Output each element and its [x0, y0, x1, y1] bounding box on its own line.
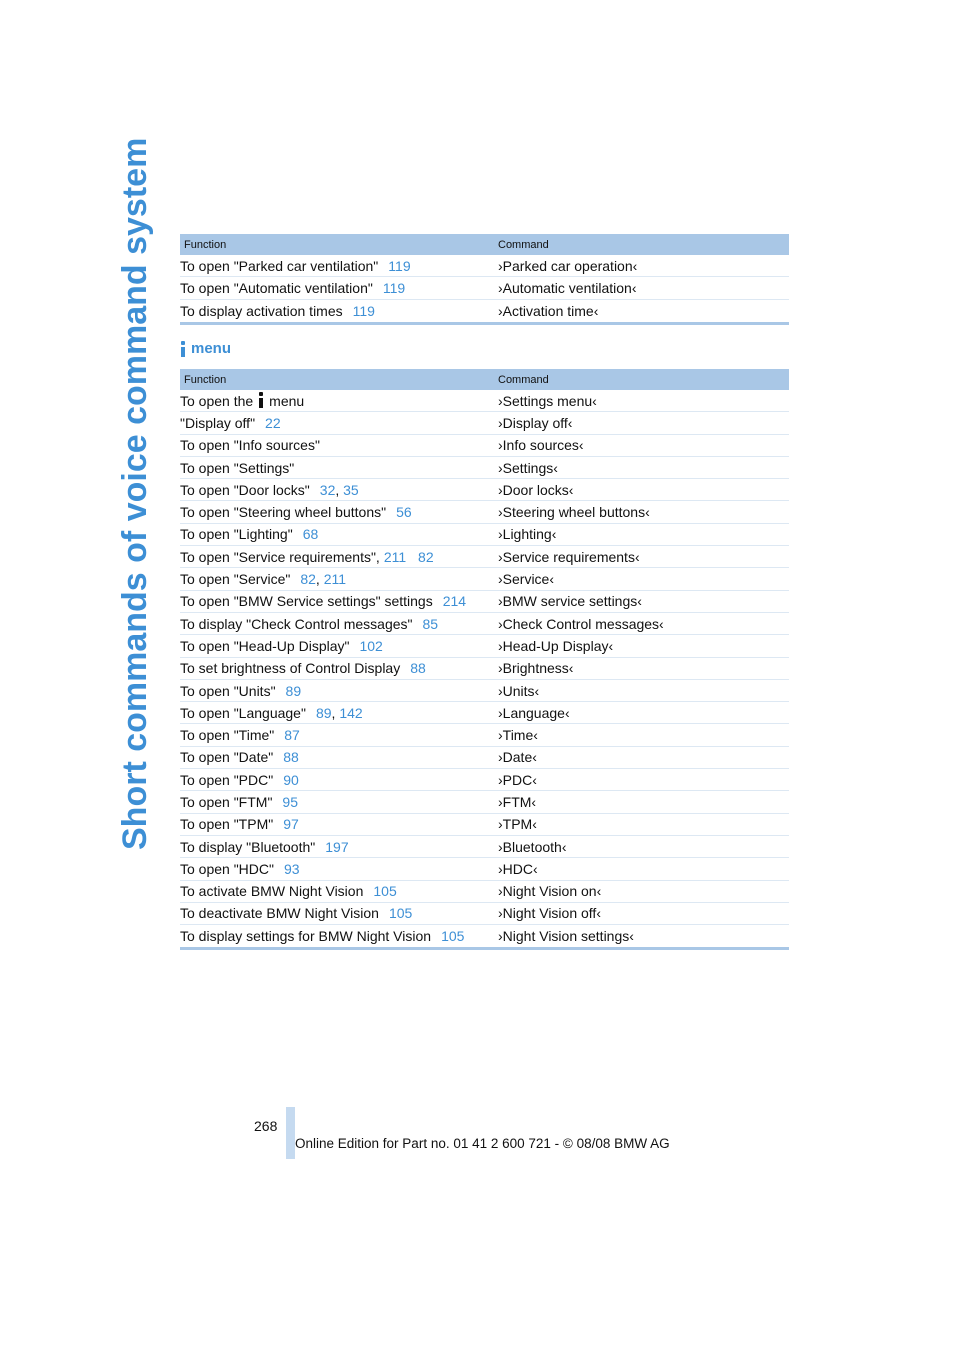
table-row: To open "Language" 89, 142 ›Language‹ — [180, 702, 789, 724]
table-header — [180, 234, 789, 255]
page-ref-link[interactable]: 95 — [282, 793, 298, 810]
command-text: ›Night Vision settings‹ — [498, 928, 634, 945]
table-row: To open "Time" 87 ›Time‹ — [180, 724, 789, 746]
footer-accent-bar — [286, 1107, 295, 1159]
command-text: ›Automatic ventilation‹ — [498, 279, 637, 296]
table-row: To open "Parked car ventilation" 119 ›Parked car operation‹ — [180, 255, 789, 277]
table-header — [180, 369, 789, 390]
page-ref-link[interactable]: 82 — [418, 548, 434, 565]
page-ref-link[interactable]: 119 — [388, 257, 411, 274]
page-ref-link[interactable]: 105 — [441, 928, 465, 945]
command-text: ›Time‹ — [498, 727, 538, 744]
table-row: To display "Check Control messages" 85 ›Check Control messages‹ — [180, 613, 789, 635]
table-row: To open "TPM" 97 ›TPM‹ — [180, 814, 789, 836]
command-text: ›Lighting‹ — [498, 526, 557, 543]
section-heading-menu: menu — [180, 340, 231, 357]
table-row: "Display off" 22 ›Display off‹ — [180, 412, 789, 434]
table-row: To display "Bluetooth" 197 ›Bluetooth‹ — [180, 836, 789, 858]
command-text: ›Language‹ — [498, 704, 570, 721]
table-row: To open "Info sources" ›Info sources‹ — [180, 435, 789, 457]
page-ref-link[interactable]: 82 — [300, 571, 316, 588]
command-text: ›Night Vision on‹ — [498, 883, 602, 900]
table-row: To open "Lighting" 68 ›Lighting‹ — [180, 524, 789, 546]
table-row: To open "Service requirements", 211 82 ›Service requirements‹ — [180, 546, 789, 568]
header-command: Command — [498, 373, 549, 386]
command-text: ›Steering wheel buttons‹ — [498, 504, 650, 521]
table-row: To open "HDC" 93 ›HDC‹ — [180, 858, 789, 880]
table-row: To open "Settings" ›Settings‹ — [180, 457, 789, 479]
table-row: To open "Units" 89 ›Units‹ — [180, 680, 789, 702]
table-row: To open "Steering wheel buttons" 56 ›Steering wheel buttons‹ — [180, 501, 789, 523]
header-function: Function — [184, 238, 227, 251]
page-ref-link[interactable]: 89 — [285, 682, 302, 699]
command-text: ›BMW service settings‹ — [498, 593, 642, 610]
command-text: ›Info sources‹ — [498, 437, 584, 454]
command-text: ›Settings‹ — [498, 459, 558, 476]
page-ref-link[interactable]: 93 — [283, 860, 300, 877]
page-ref-link[interactable]: 85 — [422, 615, 439, 632]
ventilation-commands-table — [180, 234, 789, 325]
table-row: To display activation times 119 ›Activation time‹ — [180, 300, 789, 322]
table-row: To open "Automatic ventilation" 119 ›Automatic ventilation‹ — [180, 277, 789, 299]
page-ref-link[interactable]: 68 — [302, 526, 319, 543]
command-text: ›Display off‹ — [498, 414, 573, 431]
page-ref-link[interactable]: 211 — [323, 571, 347, 588]
page-ref-link[interactable]: 119 — [352, 302, 375, 319]
info-i-icon — [180, 341, 187, 357]
command-text: ›Units‹ — [498, 682, 540, 699]
page-ref-link[interactable]: 56 — [396, 504, 412, 521]
page-ref-link[interactable]: 32 — [319, 481, 336, 498]
page-ref-link[interactable]: 97 — [283, 816, 299, 833]
command-text: ›PDC‹ — [498, 771, 537, 788]
page-ref-link[interactable]: 35 — [343, 481, 359, 498]
table-row: To open the menu ›Settings menu‹ — [180, 390, 789, 412]
chapter-side-title: Short commands of voice command system — [116, 137, 154, 850]
table-row: To open "PDC" 90 ›PDC‹ — [180, 769, 789, 791]
command-text: ›Service requirements‹ — [498, 548, 640, 565]
table-row: To activate BMW Night Vision 105 ›Night Vision on‹ — [180, 881, 789, 903]
command-text: ›HDC‹ — [498, 860, 538, 877]
page-ref-link[interactable]: 105 — [388, 905, 413, 922]
command-text: ›FTM‹ — [498, 793, 537, 810]
table-row: To open "BMW Service settings" settings 214 ›BMW service settings‹ — [180, 591, 789, 613]
command-text: ›Parked car operation‹ — [498, 257, 638, 274]
page-ref-link[interactable]: 102 — [359, 637, 383, 654]
menu-commands-table — [180, 369, 789, 950]
table-row: To open "Date" 88 ›Date‹ — [180, 747, 789, 769]
page-ref-link[interactable]: 90 — [283, 771, 299, 788]
command-text: ›Head-Up Display‹ — [498, 637, 614, 654]
command-text: ›Bluetooth‹ — [498, 838, 567, 855]
page-ref-link[interactable]: 197 — [325, 838, 349, 855]
command-text: ›TPM‹ — [498, 816, 537, 833]
header-function: Function — [184, 373, 227, 386]
table-row: To open "Door locks" 32, 35 ›Door locks‹ — [180, 479, 789, 501]
table-row: To deactivate BMW Night Vision 105 ›Night Vision off‹ — [180, 903, 789, 925]
table-row: To set brightness of Control Display 88 ›Brightness‹ — [180, 658, 789, 680]
table-row: To open "FTM" 95 ›FTM‹ — [180, 791, 789, 813]
page-number: 268 — [254, 1118, 278, 1134]
page-ref-link[interactable]: 119 — [382, 279, 406, 296]
command-text: ›Date‹ — [498, 749, 537, 766]
command-text: ›Brightness‹ — [498, 660, 574, 677]
command-text: ›Check Control messages‹ — [498, 615, 664, 632]
info-i-icon — [258, 392, 265, 406]
command-text: ›Activation time‹ — [498, 302, 599, 319]
page-ref-link[interactable]: 88 — [410, 660, 426, 677]
footer-edition-text: Online Edition for Part no. 01 41 2 600 721 - © 08/08 BMW AG — [295, 1136, 670, 1151]
command-text: ›Settings menu‹ — [498, 392, 597, 409]
page-ref-link[interactable]: 89 — [315, 704, 332, 721]
page-ref-link[interactable]: 214 — [442, 593, 467, 610]
page-ref-link[interactable]: 211 — [383, 548, 407, 565]
table-row: To open "Service" 82, 211 ›Service‹ — [180, 568, 789, 590]
header-command: Command — [498, 238, 549, 251]
page-ref-link[interactable]: 142 — [339, 704, 363, 721]
command-text: ›Service‹ — [498, 571, 555, 588]
page-ref-link[interactable]: 87 — [284, 727, 300, 744]
table-row: To display settings for BMW Night Vision 105 ›Night Vision settings‹ — [180, 925, 789, 947]
page-ref-link[interactable]: 105 — [373, 883, 397, 900]
page-ref-link[interactable]: 88 — [283, 749, 299, 766]
command-text: ›Door locks‹ — [498, 481, 574, 498]
page-ref-link[interactable]: 22 — [265, 414, 281, 431]
command-text: ›Night Vision off‹ — [498, 905, 601, 922]
table-row: To open "Head-Up Display" 102 ›Head-Up Display‹ — [180, 635, 789, 657]
